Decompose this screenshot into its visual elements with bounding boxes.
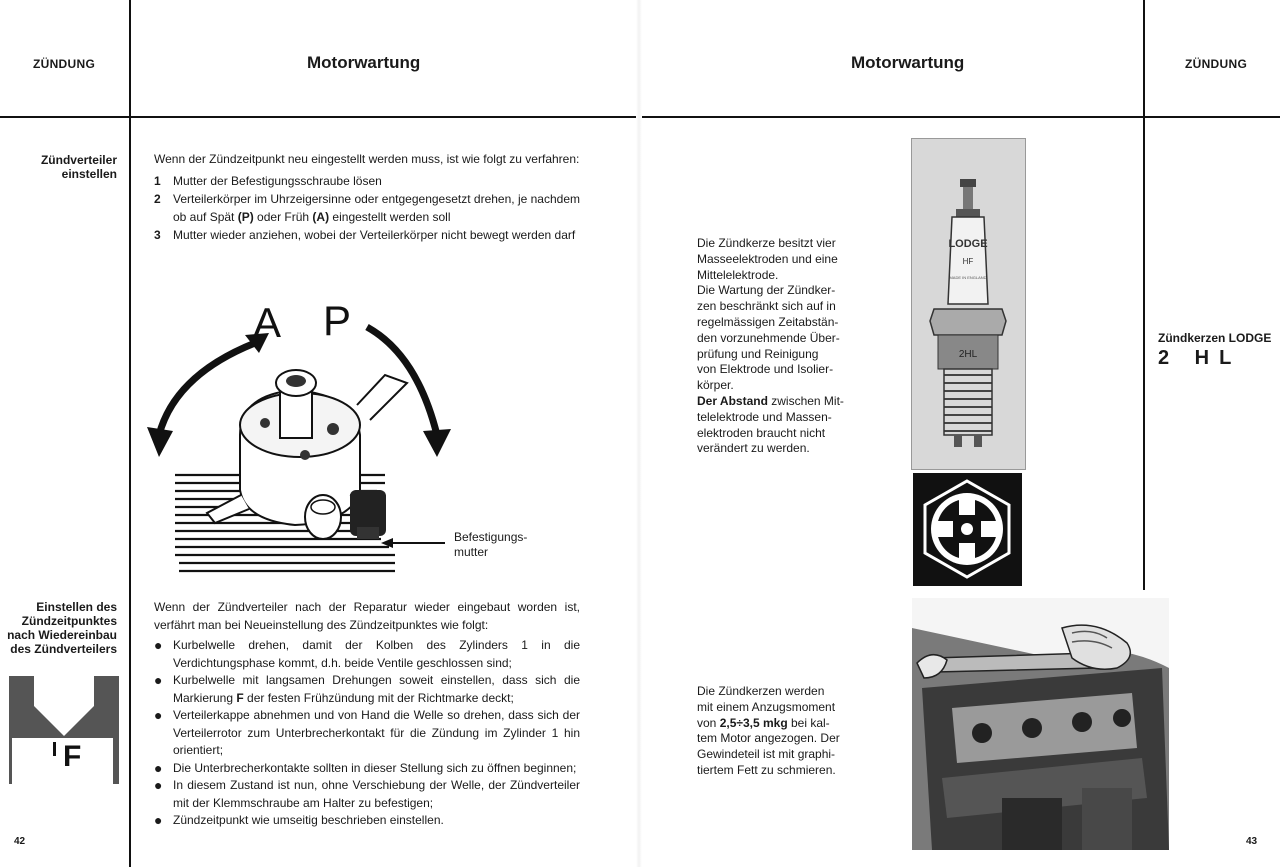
plug-spec-code: 2 HL: [1158, 347, 1242, 369]
right-page-number: 43: [1246, 836, 1258, 847]
label-p: P: [323, 297, 352, 344]
bullet-4: ● Die Unterbrecherkontakte sollten in dieser Stellung sich zu öffnen beginnen;: [154, 759, 577, 776]
right-header-rule: [640, 116, 1280, 118]
left-header-rule: [0, 116, 640, 118]
bullet-5: ● In diesem Zustand ist nun, ohne Verschiebung der Welle, der Zündverteiler mit der Klemmschraube am Halter zu befestigen;: [154, 777, 580, 810]
side-heading-einstellen: Einstellen des Zündzeitpunktes nach Wiedereinbau des Zündverteilers: [7, 600, 117, 656]
engine-illustration: [912, 598, 1169, 850]
plug-spec-label: Zündkerzen LODGE: [1158, 331, 1272, 345]
left-page-number: 42: [14, 836, 26, 847]
plug-type-text: HF: [962, 257, 974, 266]
spark-plug-illustration: [912, 139, 1025, 469]
step-2: 2 Verteilerkörper im Uhrzeigersinne oder entgegengesetzt drehen, je nachdem ob auf Spät (P) oder Früh (A) eingestellt werden soll: [154, 192, 580, 224]
block2-body: [154, 599, 580, 830]
right-margin-rule: [1143, 0, 1145, 590]
block1-intro: Wenn der Zündzeitpunkt neu eingestellt werden muss, ist wie folgt zu verfahren:: [154, 152, 580, 166]
plug-origin-text: MADE IN ENGLAND: [949, 275, 987, 280]
right-page-title: Motorwartung: [851, 53, 965, 72]
step-3: 3 Mutter wieder anziehen, wobei der Verteilerkörper nicht bewegt werden darf: [154, 228, 576, 242]
left-page-title: Motorwartung: [307, 53, 421, 72]
bullet-2: ● Kurbelwelle mit langsamen Drehungen soweit einstellen, dass sich die Markierung F der festen Frühzündung mit der Richtmarke deckt;: [154, 672, 580, 705]
step-1: 1 Mutter der Befestigungsschraube lösen: [154, 173, 382, 188]
plug-end-view: [913, 473, 1022, 586]
label-a: A: [253, 299, 282, 346]
right-section-label: ZÜNDUNG: [1185, 57, 1248, 71]
plug-brand-text: LODGE: [948, 238, 988, 250]
plug-code-text: 2HL: [958, 349, 978, 360]
engine-photo: [912, 598, 1169, 850]
plug-end-illustration: [913, 473, 1022, 586]
fastening-nut-callout: Befestigungs- mutter: [454, 530, 528, 559]
block1-body: [154, 151, 580, 246]
block2-intro: Wenn der Zündverteiler nach der Reparatur wieder eingebaut worden ist, verfährt man bei Neueinstellung des Zündzeitpunktes wie folgt:: [154, 600, 580, 632]
left-margin-rule: [129, 0, 131, 867]
side-heading-zundverteiler: Zündverteiler einstellen: [40, 153, 117, 181]
bullet-6: ● Zündzeitpunkt wie umseitig beschrieben einstellen.: [154, 812, 444, 828]
spark-plug-photo: [911, 138, 1026, 470]
left-section-label: ZÜNDUNG: [33, 57, 96, 71]
page-gutter: [636, 0, 642, 867]
bullet-1: ● Kurbelwelle drehen, damit der Kolben des Zylinders 1 in die Verdichtungsphase kommt, d.h. beide Ventile geschlossen sind;: [154, 637, 580, 670]
spark-plug-description: Die Zündkerze besitzt vier Masseelektroden und eine Mittelelektrode. Die Wartung der Zündker- zen beschränkt sich auf in regelmässigen Zeitabstän- den vorzunehmende Über- prüfung und Reinigung von Elektrode und Isolier- körper. Der Abstand zwischen Mit- telelektrode und Massen- elektroden braucht nicht verändert zu werden.: [697, 236, 844, 456]
bullet-3: ● Verteilerkappe abnehmen und von Hand die Welle so drehen, dass sich der Verteilerrotor zum Unterbrecherkontakt für die Zündung im Zylinder 1 hin orientiert;: [154, 707, 580, 757]
timing-mark-letter: F: [63, 740, 82, 773]
timing-mark-diagram: [9, 676, 119, 784]
torque-description: Die Zündkerzen werden mit einem Anzugsmoment von 2,5÷3,5 mkg bei kal- tem Motor angezogen. Der Gewindeteil ist mit graphi- tiertem Fett zu schmieren.: [697, 684, 840, 777]
